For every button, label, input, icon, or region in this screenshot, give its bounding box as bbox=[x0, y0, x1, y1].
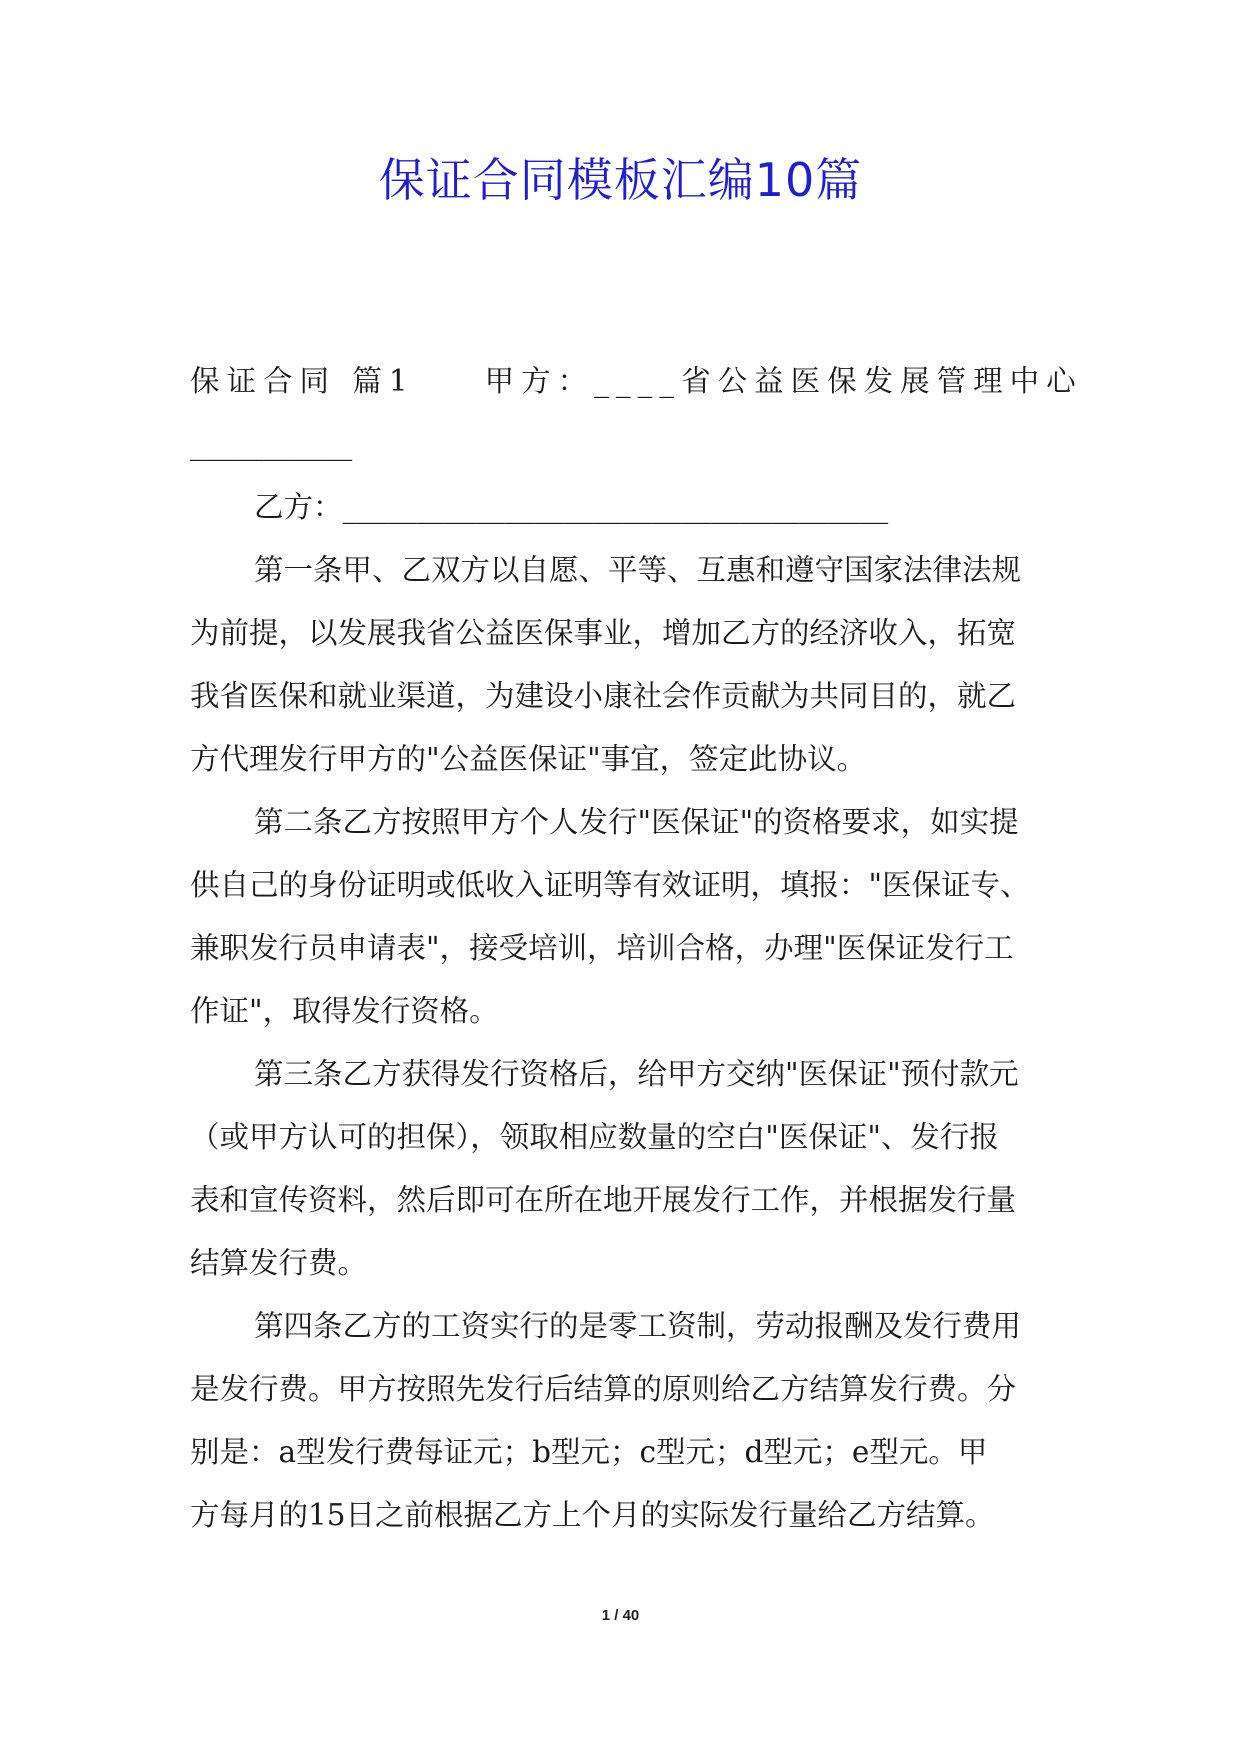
article-1-line-3: 我省医保和就业渠道，为建设小康社会作贡献为共同目的，就乙 bbox=[190, 679, 1017, 713]
page-indicator: 1 / 40 bbox=[601, 1607, 640, 1624]
article-1-line-1: 第一条甲、乙双方以自愿、平等、互惠和遵守国家法律法规 bbox=[254, 553, 1022, 587]
article-4-line-2: 是发行费。甲方按照先发行后结算的原则给乙方结算发行费。分 bbox=[190, 1372, 1017, 1406]
party-a-continuation: ___________ bbox=[190, 427, 353, 461]
article-3-line-2: （或甲方认可的担保），领取相应数量的空白"医保证"、发行报 bbox=[190, 1120, 999, 1154]
article-2-line-4: 作证"，取得发行资格。 bbox=[190, 994, 499, 1028]
article-1-line-4: 方代理发行甲方的"公益医保证"事宜，签定此协议。 bbox=[190, 742, 867, 776]
party-b-line: 乙方：_____________________________________ bbox=[254, 490, 889, 524]
article-4-line-1: 第四条乙方的工资实行的是零工资制，劳动报酬及发行费用 bbox=[254, 1309, 1022, 1343]
party-a-line: 甲方：____省公益医保发展管理中心 bbox=[484, 364, 1083, 398]
article-4-line-4: 方每月的15日之前根据乙方上个月的实际发行量给乙方结算。 bbox=[190, 1498, 995, 1532]
article-3-line-4: 结算发行费。 bbox=[190, 1246, 368, 1280]
article-3-line-3: 表和宣传资料，然后即可在所在地开展发行工作，并根据发行量 bbox=[190, 1183, 1017, 1217]
section-heading: 保证合同 篇1 bbox=[190, 364, 415, 398]
article-2-line-3: 兼职发行员申请表"，接受培训，培训合格，办理"医保证发行工 bbox=[190, 931, 1014, 965]
article-4-line-3: 别是：a型发行费每证元；b型元；c型元；d型元；e型元。甲 bbox=[190, 1435, 988, 1469]
article-2-line-2: 供自己的身份证明或低收入证明等有效证明，填报："医保证专、 bbox=[190, 868, 1030, 902]
section-heading-line bbox=[190, 350, 1083, 413]
article-2-line-1: 第二条乙方按照甲方个人发行"医保证"的资格要求，如实提 bbox=[254, 805, 1019, 839]
article-1-line-2: 为前提，以发展我省公益医保事业，增加乙方的经济收入，拓宽 bbox=[190, 616, 1017, 650]
document-body bbox=[190, 350, 1083, 1547]
document-title: 保证合同模板汇编10篇 bbox=[378, 153, 863, 207]
article-3-line-1: 第三条乙方获得发行资格后，给甲方交纳"医保证"预付款元 bbox=[254, 1057, 1019, 1091]
